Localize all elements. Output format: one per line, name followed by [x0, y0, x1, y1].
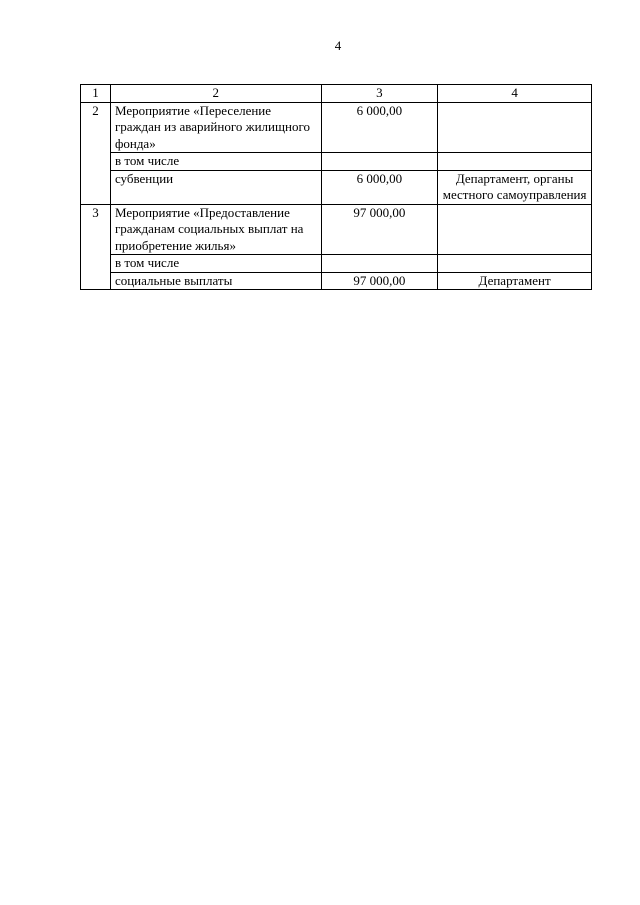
row-number: 2	[81, 102, 111, 204]
sub-row-name: в том числе	[110, 153, 321, 171]
activity-name: Мероприятие «Предоставление гражданам социальных выплат на приобретение жилья»	[110, 204, 321, 255]
table-header-row	[81, 85, 592, 103]
header-col-4: 4	[438, 85, 592, 103]
activity-sum: 6 000,00	[321, 102, 438, 153]
table-row	[81, 204, 592, 255]
sub-row-sum: 97 000,00	[321, 272, 438, 290]
sub-row-executor: Департамент	[438, 272, 592, 290]
activity-sum: 97 000,00	[321, 204, 438, 255]
sub-row-sum	[321, 153, 438, 171]
table-row	[81, 170, 592, 204]
sub-row-name: социальные выплаты	[110, 272, 321, 290]
table-row	[81, 102, 592, 153]
table-row	[81, 255, 592, 273]
activity-executor	[438, 204, 592, 255]
table-row	[81, 272, 592, 290]
sub-row-executor: Департамент, органы местного самоуправления	[438, 170, 592, 204]
activity-name: Мероприятие «Переселение граждан из аварийного жилищного фонда»	[110, 102, 321, 153]
sub-row-executor	[438, 255, 592, 273]
sub-row-sum	[321, 255, 438, 273]
sub-row-name: субвенции	[110, 170, 321, 204]
sub-row-executor	[438, 153, 592, 171]
sub-row-name: в том числе	[110, 255, 321, 273]
program-table	[80, 84, 592, 290]
header-col-2: 2	[110, 85, 321, 103]
page-number: 4	[334, 38, 342, 53]
sub-row-sum: 6 000,00	[321, 170, 438, 204]
row-number: 3	[81, 204, 111, 290]
header-col-3: 3	[321, 85, 438, 103]
table-row	[81, 153, 592, 171]
header-col-1: 1	[81, 85, 111, 103]
activity-executor	[438, 102, 592, 153]
